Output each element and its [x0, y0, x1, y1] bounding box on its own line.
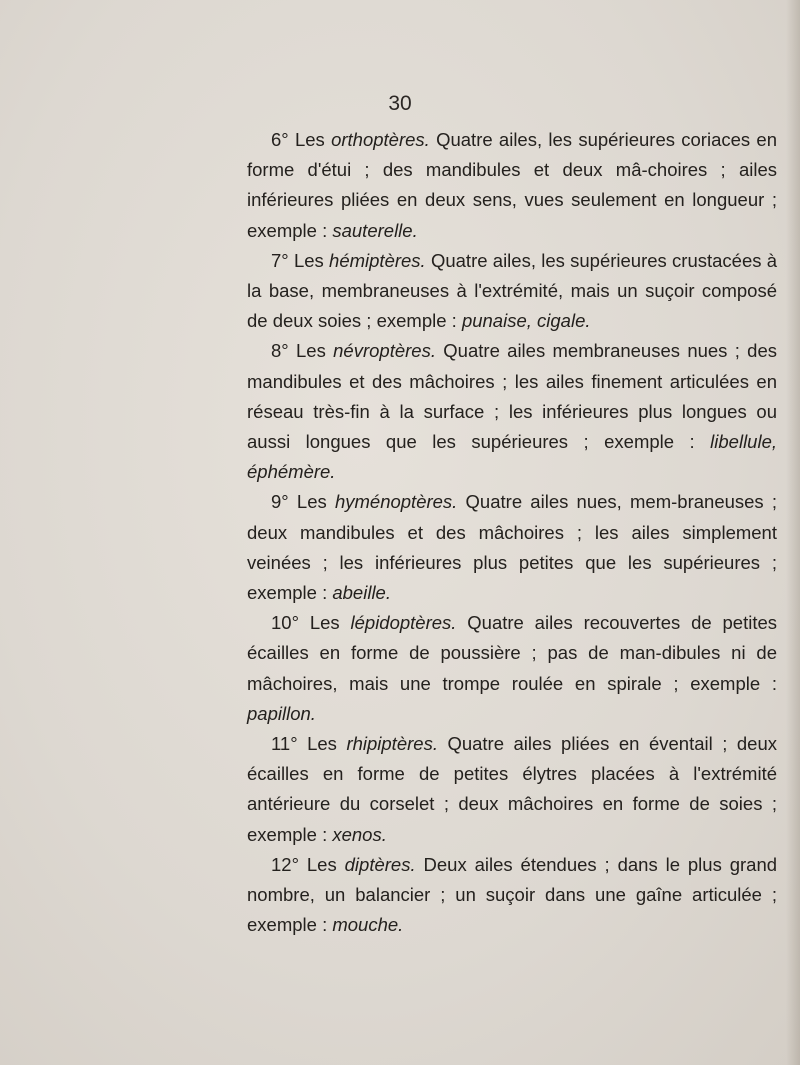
- paragraph-hemipteres: [247, 246, 777, 337]
- example-names: punaise, cigale.: [461, 310, 591, 332]
- paragraph-number: 12°: [271, 853, 299, 875]
- paragraph-rhipipteres: [247, 729, 777, 850]
- paragraph-number: 6°: [271, 129, 289, 150]
- order-term: lépidoptères.: [350, 612, 457, 634]
- text-block: [247, 125, 777, 940]
- article-word: Les: [294, 129, 325, 150]
- paragraph-body: Quatre ailes membraneuses nues ; des mandibules et des mâchoires ; les ailes finement articulées en réseau très-fin à la surface ; les inférieures plus longues ou aussi longues que les supérieures ; exemple :: [247, 340, 778, 453]
- order-term: rhipiptères.: [346, 733, 438, 755]
- paragraph-orthopteres: [247, 125, 777, 246]
- paragraph-number: 10°: [271, 612, 299, 634]
- paragraph-body: Deux ailes étendues ; dans le plus grand nombre, un balancier ; un suçoir dans une gaîne articulée ; exemple :: [247, 853, 778, 936]
- order-term: orthoptères.: [331, 129, 430, 150]
- paragraph-number: 9°: [271, 491, 289, 513]
- page-edge-shadow: [786, 0, 800, 1065]
- paragraph-body: Quatre ailes recouvertes de petites écailles en forme de poussière ; pas de man-dibules ni de mâchoires, mais une trompe roulée en spirale ; exemple :: [247, 612, 777, 694]
- article-word: Les: [306, 853, 337, 875]
- paragraph-body: Quatre ailes, les supérieures crustacées à la base, membraneuses à l'extrémité, mais un suçoir composé de deux soies ; exemple :: [247, 249, 778, 332]
- page-number: 30: [388, 92, 412, 115]
- example-names: xenos.: [332, 823, 387, 845]
- paragraph-number: 8°: [271, 340, 289, 362]
- example-names: mouche.: [332, 914, 404, 936]
- paragraph-number: 11°: [271, 733, 298, 755]
- article-word: Les: [307, 733, 337, 755]
- article-word: Les: [296, 340, 326, 362]
- example-names: libellule, éphémère.: [247, 431, 778, 483]
- example-names: abeille.: [332, 582, 391, 604]
- paragraph-body: Quatre ailes, les supérieures coriaces en forme d'étui ; des mandibules et deux mâ-choires ; ailes inférieures pliées en deux sens, vues seulement en longueur ; exemple :: [247, 129, 777, 241]
- order-term: hémiptères.: [329, 249, 426, 271]
- paragraph-body: Quatre ailes nues, mem-braneuses ; deux mandibules et des mâchoires ; les ailes simplement veinées ; les inférieures plus petites que les supérieures ; exemple :: [247, 491, 778, 604]
- example-names: papillon.: [247, 702, 316, 724]
- paragraph-nevropteres: [247, 336, 777, 487]
- article-word: Les: [309, 612, 340, 634]
- order-term: hyménoptères.: [334, 491, 458, 513]
- paragraph-hymenopteres: [247, 487, 777, 608]
- order-term: névroptères.: [333, 340, 436, 362]
- example-names: sauterelle.: [332, 219, 418, 241]
- paragraph-lepidopteres: [247, 608, 777, 729]
- paragraph-body: Quatre ailes pliées en éventail ; deux écailles en forme de petites élytres placées à l'extrémité antérieure du corselet ; deux mâchoires en forme de soies ; exemple :: [247, 733, 777, 845]
- order-term: diptères.: [344, 853, 416, 875]
- paragraph-number: 7°: [271, 249, 289, 271]
- article-word: Les: [293, 249, 324, 271]
- article-word: Les: [296, 491, 327, 513]
- paragraph-dipteres: [247, 850, 777, 941]
